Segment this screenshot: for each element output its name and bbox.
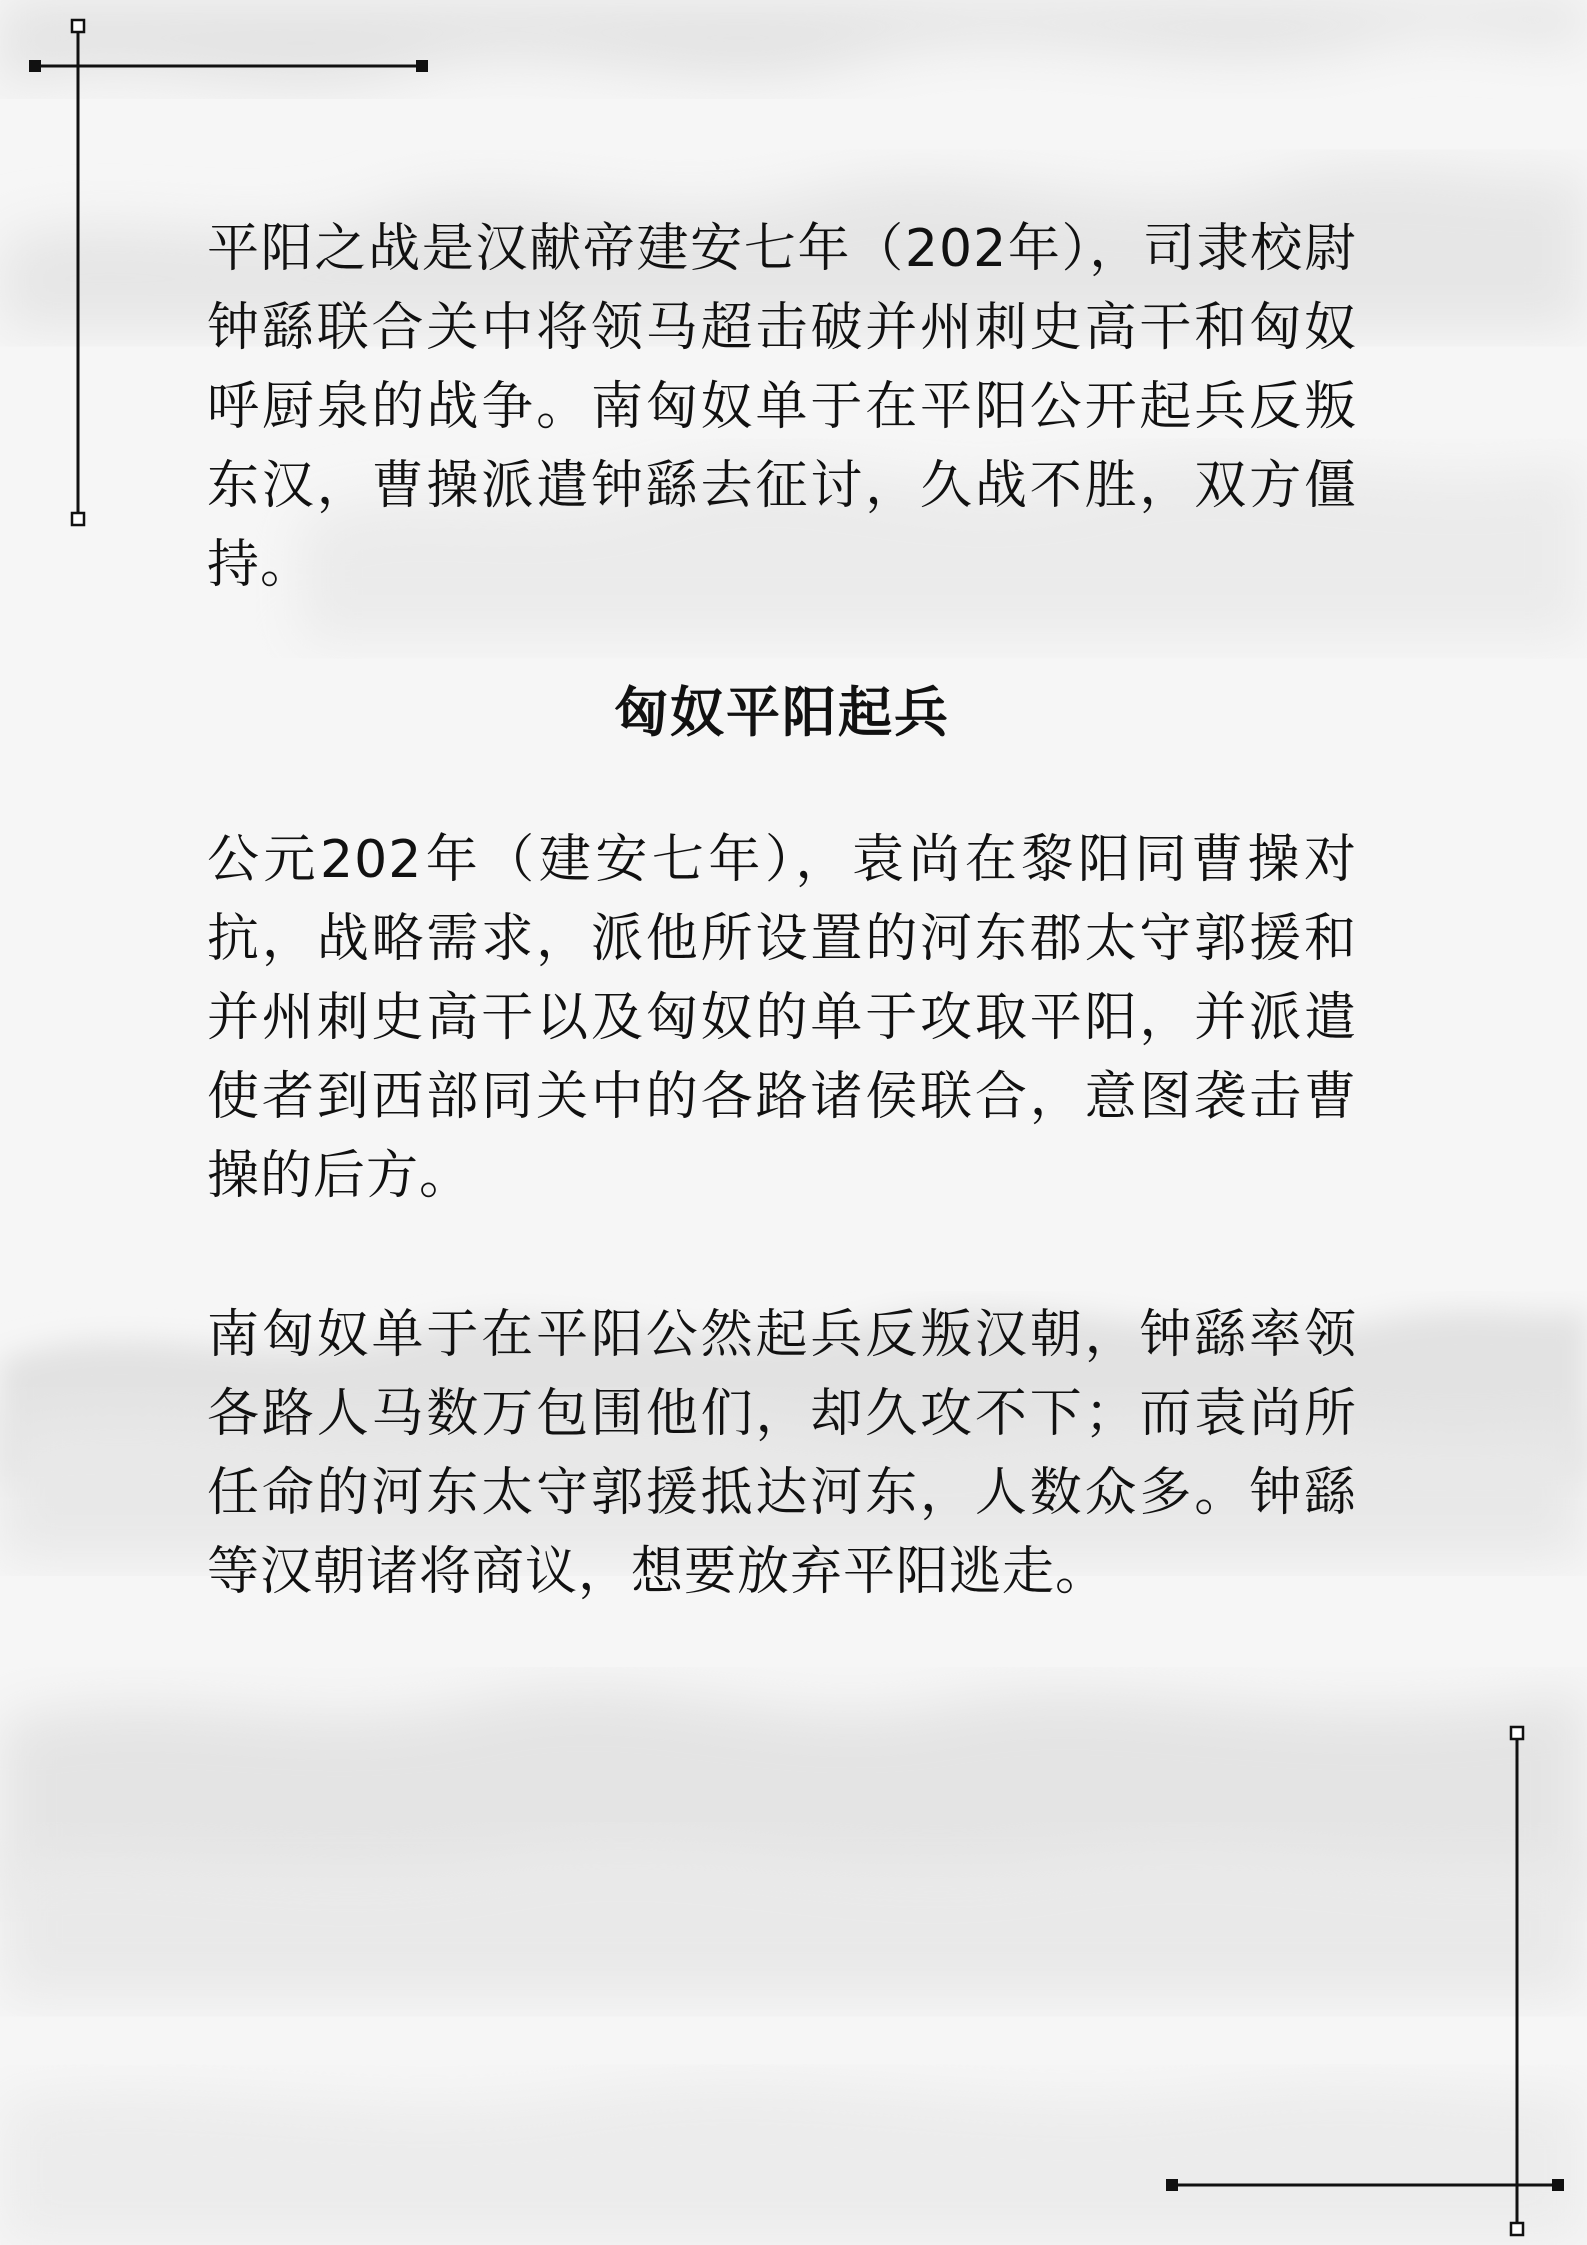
intro-paragraph: 平阳之战是汉献帝建安七年（202年），司隶校尉钟繇联合关中将领马超击破并州刺史高干和匈奴呼厨泉的战争。南匈奴单于在平阳公开起兵反叛东汉，曹操派遣钟繇去征讨，久战不胜，双方僵持。 [207,219,1357,595]
body-paragraph-2: 公元202年（建安七年），袁尚在黎阳同曹操对抗，战略需求，派他所设置的河东郡太守郭援和并州刺史高干以及匈奴的单于攻取平阳，并派遣使者到西部同关中的各路诸侯联合，意图袭击曹操的后方。 [207,830,1357,1206]
body-paragraph-3: 南匈奴单于在平阳公然起兵反叛汉朝，钟繇率领各路人马数万包围他们，却久攻不下；而袁尚所任命的河东太守郭援抵达河东，人数众多。钟繇等汉朝诸将商议，想要放弃平阳逃走。 [207,1305,1357,1602]
corner-frame-bottom-right [1140,1700,1587,2245]
article-body [207,210,1357,1612]
section-heading: 匈奴平阳起兵 [614,681,950,744]
